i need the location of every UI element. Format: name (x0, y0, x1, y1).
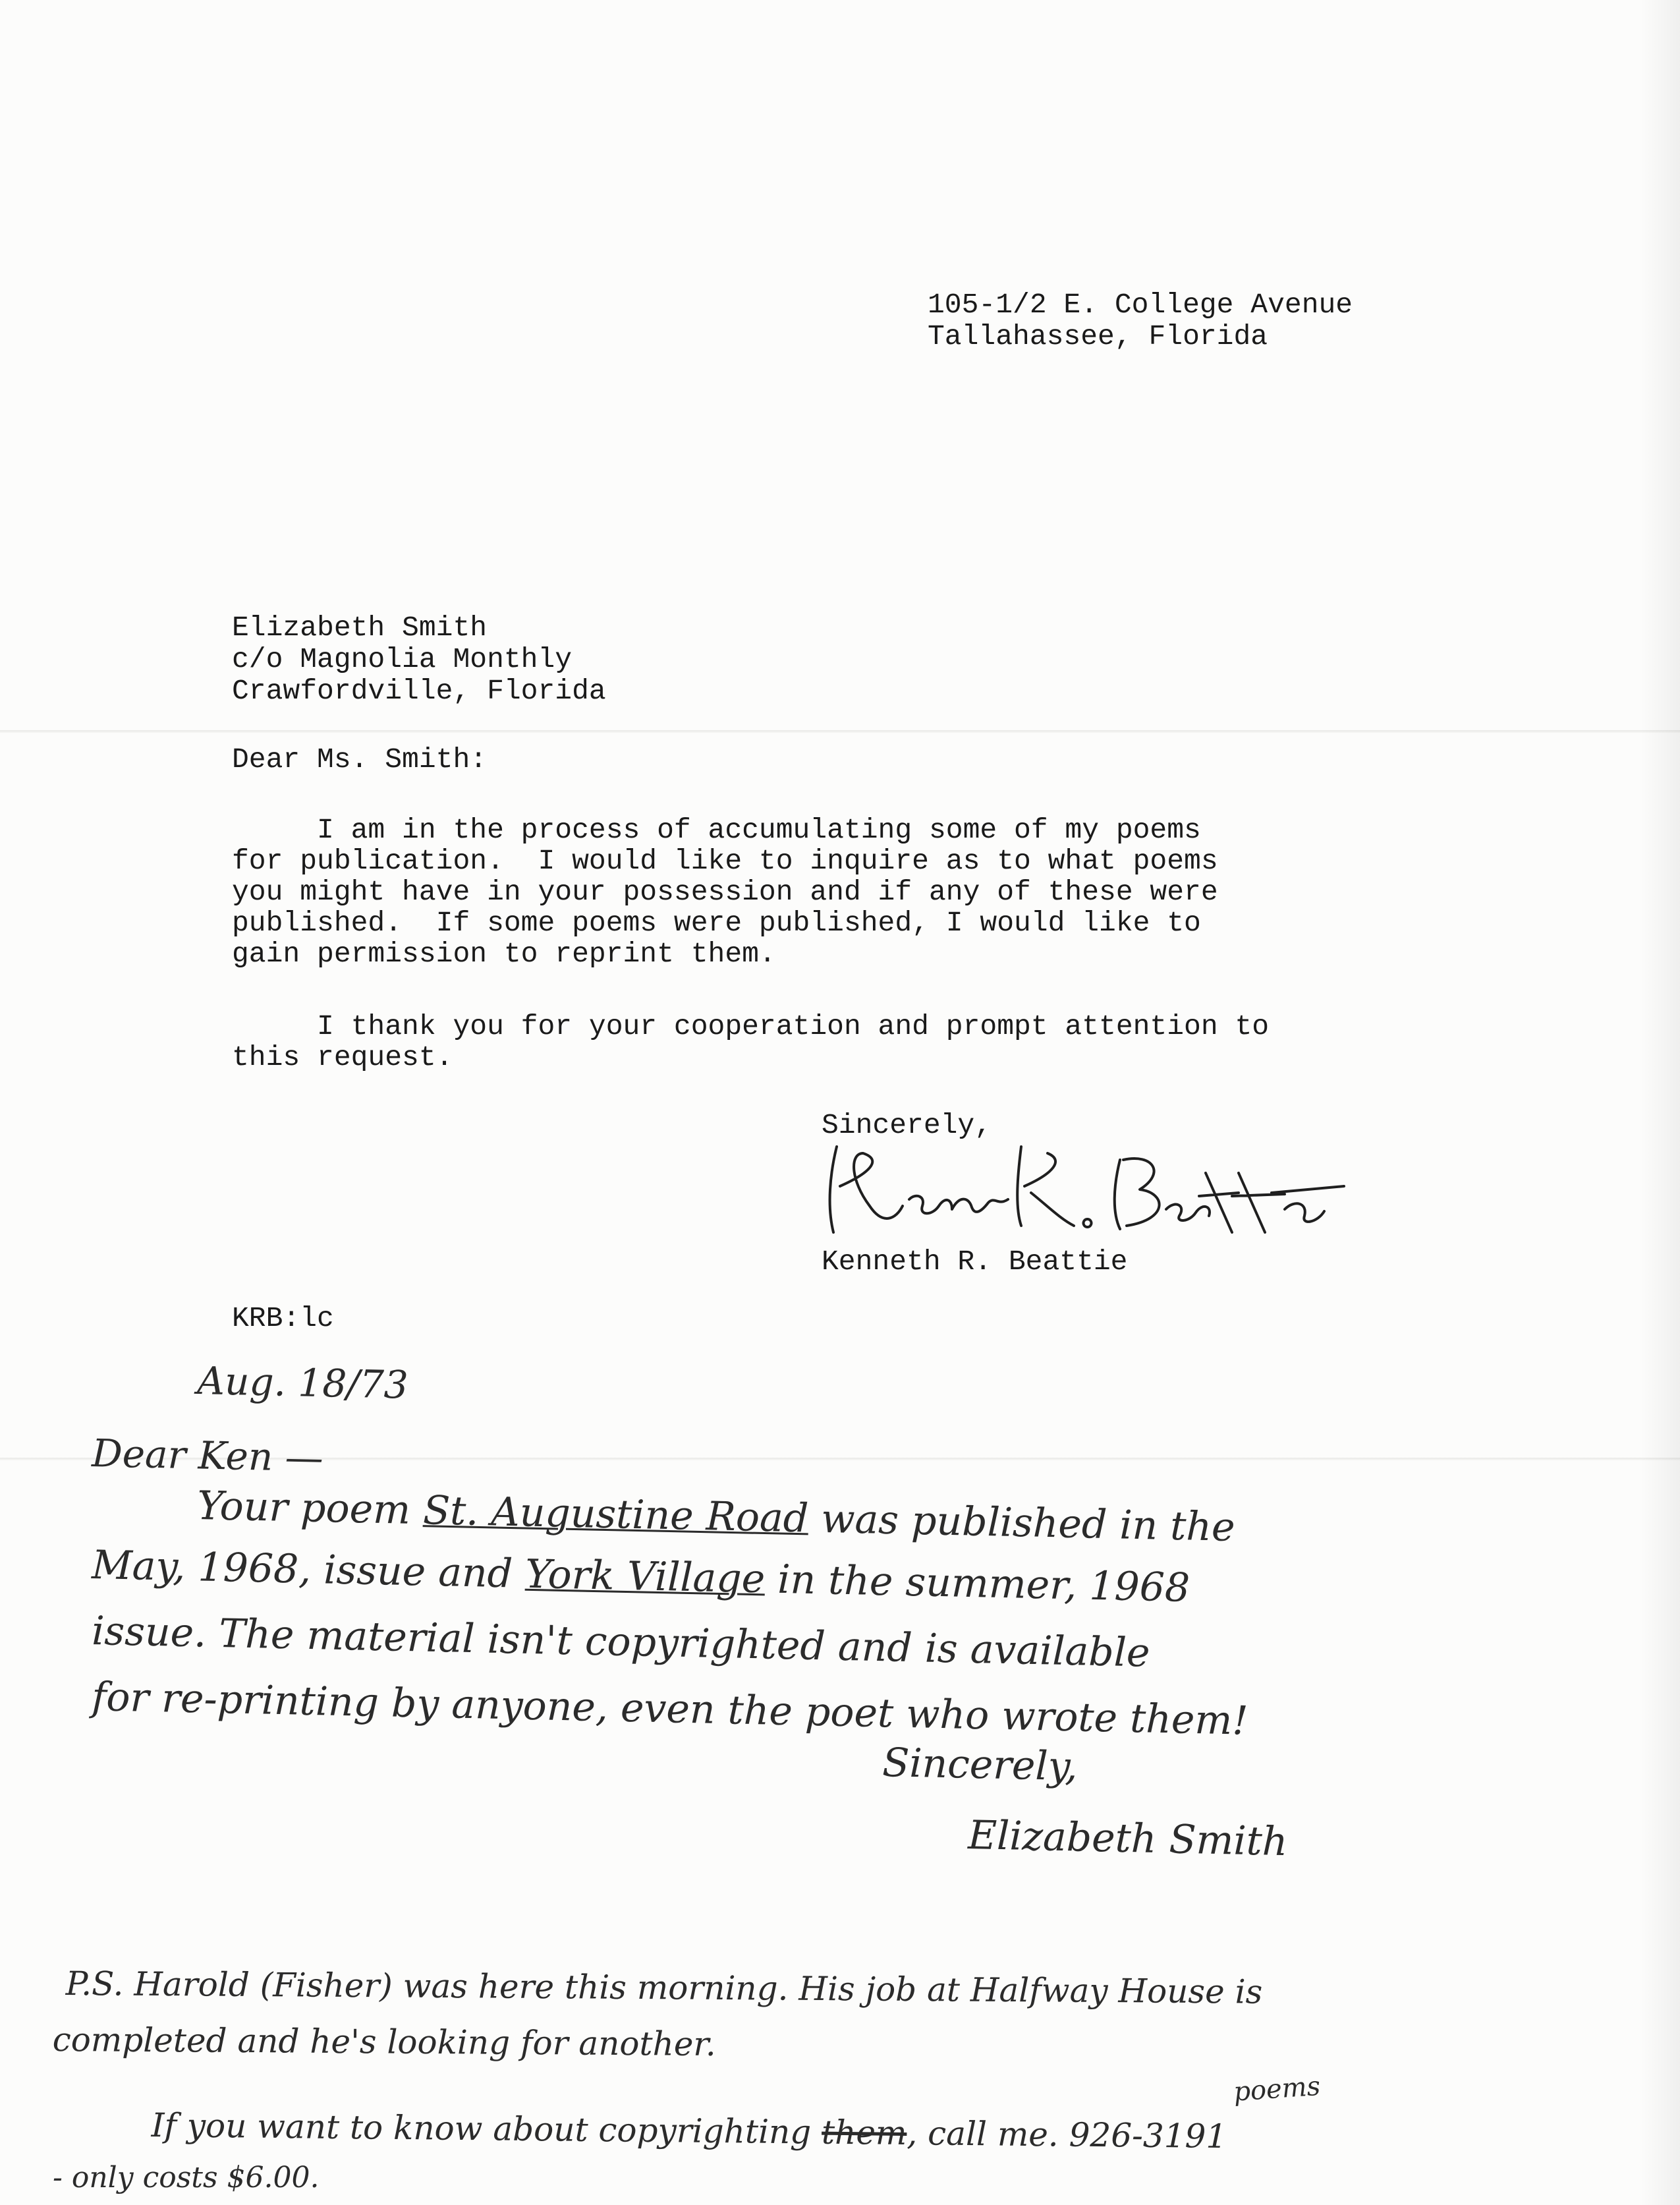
salutation: Dear Ms. Smith: (232, 743, 488, 776)
typed-letter-signature (810, 1133, 1351, 1239)
paper-fold (0, 730, 1680, 733)
ps-line-2: completed and he's looking for another. (52, 2020, 716, 2064)
handwritten-closing: Sincerely, (882, 1740, 1078, 1790)
ps-line-3 (151, 2102, 1227, 2160)
poem-title: St. Augustine Road (422, 1487, 809, 1542)
ps-line-1: P.S. Harold (Fisher) was here this morning. His job at Halfway House is (65, 1964, 1263, 2011)
reference-initials: KRB:lc (232, 1302, 334, 1334)
recipient-name: Elizabeth Smith (232, 612, 488, 644)
handwritten-text: May, 1968, issue and (91, 1542, 526, 1597)
handwritten-text: If you want to know about copyrighting (151, 2105, 822, 2152)
recipient-line2: c/o Magnolia Monthly (232, 643, 573, 675)
paragraph-line: gain permission to reprint them. (232, 938, 776, 970)
paragraph-line: I thank you for your cooperation and prompt attention to (232, 1010, 1270, 1043)
handwritten-text: , call me. 926-3191 (907, 2114, 1227, 2156)
ps-line-4: - only costs $6.00. (53, 2161, 320, 2194)
paragraph-line: for publication. I would like to inquire as to what poems (232, 845, 1218, 877)
handwritten-text: Your poem (196, 1483, 424, 1534)
paper-edge-shadow (1640, 0, 1680, 2205)
paragraph-line: you might have in your possession and if any of these were (232, 876, 1218, 908)
sender-address-line1: 105-1/2 E. College Avenue (928, 289, 1353, 321)
handwritten-line-2 (92, 1542, 1190, 1611)
handwritten-date: Aug. 18/73 (196, 1358, 409, 1408)
handwritten-line-4: for re-printing by anyone, even the poet who wrote them! (91, 1674, 1249, 1744)
closing: Sincerely, (822, 1109, 992, 1141)
handwritten-text: in the summer, 1968 (764, 1556, 1190, 1611)
recipient-line3: Crawfordville, Florida (232, 675, 606, 707)
poem-title: York Village (524, 1551, 766, 1603)
handwritten-greeting: Dear Ken — (91, 1430, 324, 1481)
paragraph-line: I am in the process of accumulating some of my poems (232, 814, 1201, 846)
struck-word: them (821, 2113, 907, 2153)
paragraph-line: published. If some poems were published, I would like to (232, 907, 1201, 939)
handwritten-line-1 (197, 1483, 1236, 1551)
paragraph-line: this request. (232, 1041, 453, 1074)
ps-insert: poems (1232, 2071, 1322, 2107)
handwritten-text: was published in the (808, 1495, 1236, 1551)
handwritten-signature: Elizabeth Smith (967, 1812, 1289, 1866)
sender-address-line2: Tallahassee, Florida (928, 320, 1268, 353)
signer-name: Kenneth R. Beattie (822, 1246, 1128, 1278)
handwritten-line-3: issue. The material isn't copyrighted and is available (91, 1608, 1151, 1676)
